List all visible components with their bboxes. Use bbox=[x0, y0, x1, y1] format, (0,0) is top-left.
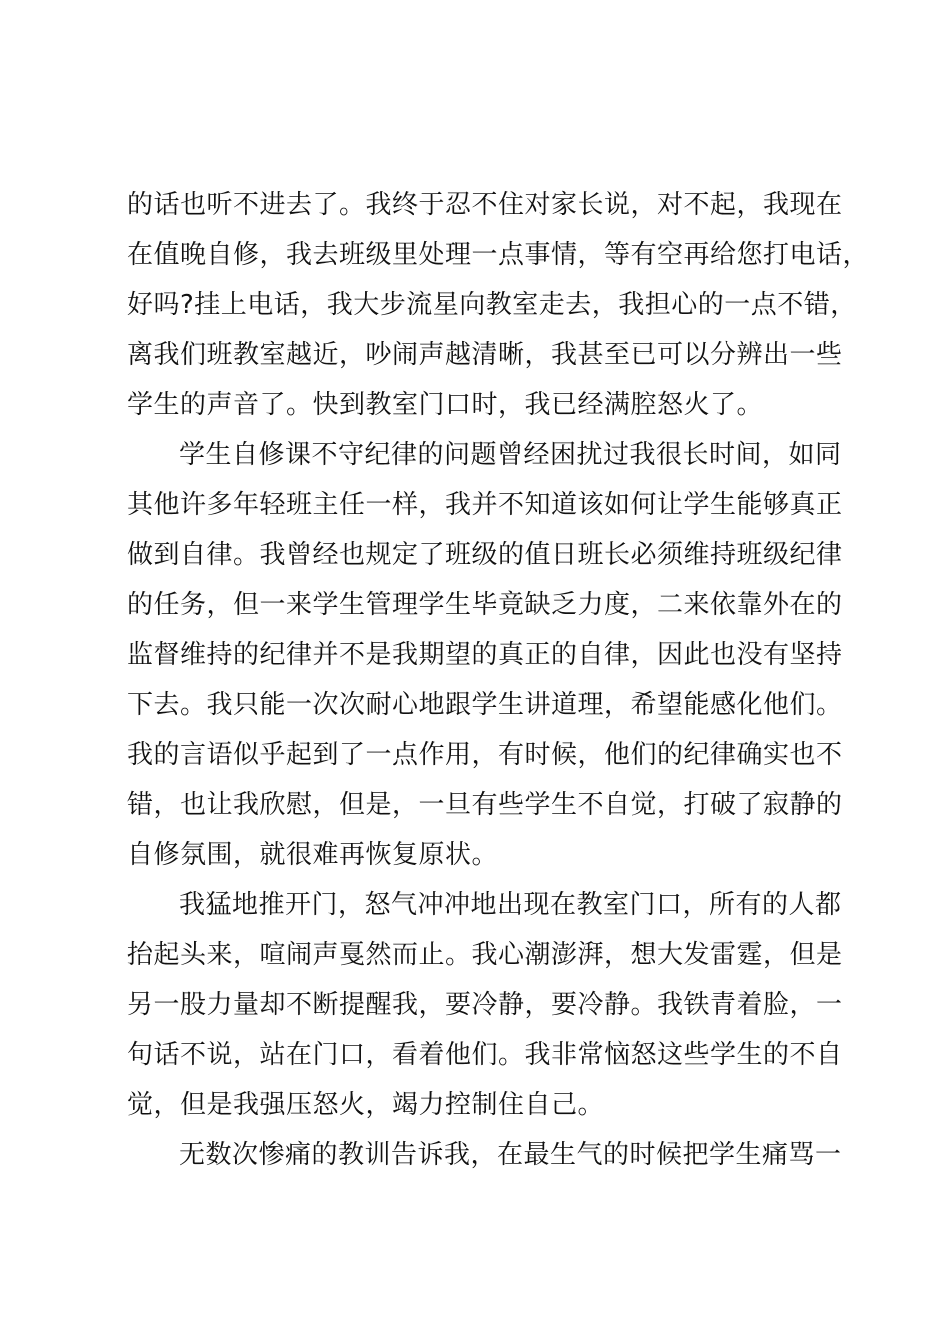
paragraph-2 bbox=[127, 430, 843, 880]
paragraph-1 bbox=[127, 180, 870, 430]
text-line: 我猛地推开门，怒气冲冲地出现在教室门口，所有的人都 bbox=[179, 890, 842, 920]
text-line: 错，也让我欣慰，但是，一旦有些学生不自觉，打破了寂静的 bbox=[127, 790, 843, 820]
text-line: 下去。我只能一次次耐心地跟学生讲道理，希望能感化他们。 bbox=[127, 690, 843, 720]
text-line: 在值晚自修，我去班级里处理一点事情，等有空再给您打电话， bbox=[127, 240, 870, 270]
text-line: 离我们班教室越近，吵闹声越清晰，我甚至已可以分辨出一些 bbox=[127, 340, 843, 370]
text-line: 监督维持的纪律并不是我期望的真正的自律，因此也没有坚持 bbox=[127, 640, 843, 670]
text-line: 我的言语似乎起到了一点作用，有时候，他们的纪律确实也不 bbox=[127, 740, 843, 770]
text-line: 抬起头来，喧闹声戛然而止。我心潮澎湃，想大发雷霆，但是 bbox=[127, 940, 843, 970]
text-line: 自修氛围，就很难再恢复原状。 bbox=[127, 840, 499, 870]
text-line: 其他许多年轻班主任一样，我并不知道该如何让学生能够真正 bbox=[127, 490, 843, 520]
text-line: 做到自律。我曾经也规定了班级的值日班长必须维持班级纪律 bbox=[127, 540, 843, 570]
text-line: 句话不说，站在门口，看着他们。我非常恼怒这些学生的不自 bbox=[127, 1040, 843, 1070]
text-line: 好吗?挂上电话，我大步流星向教室走去，我担心的一点不错， bbox=[127, 290, 857, 320]
document-body bbox=[127, 180, 870, 1180]
text-line: 的话也听不进去了。我终于忍不住对家长说，对不起，我现在 bbox=[127, 190, 843, 220]
text-line: 的任务，但一来学生管理学生毕竟缺乏力度，二来依靠外在的 bbox=[127, 590, 843, 620]
text-line: 觉，但是我强压怒火，竭力控制住自己。 bbox=[127, 1090, 605, 1120]
text-line: 无数次惨痛的教训告诉我，在最生气的时候把学生痛骂一 bbox=[179, 1140, 842, 1170]
paragraph-4 bbox=[127, 1130, 842, 1180]
text-line: 学生自修课不守纪律的问题曾经困扰过我很长时间，如同 bbox=[179, 440, 842, 470]
paragraph-3 bbox=[127, 880, 843, 1130]
text-line: 学生的声音了。快到教室门口时，我已经满腔怒火了。 bbox=[127, 390, 764, 420]
text-line: 另一股力量却不断提醒我，要冷静，要冷静。我铁青着脸，一 bbox=[127, 990, 843, 1020]
